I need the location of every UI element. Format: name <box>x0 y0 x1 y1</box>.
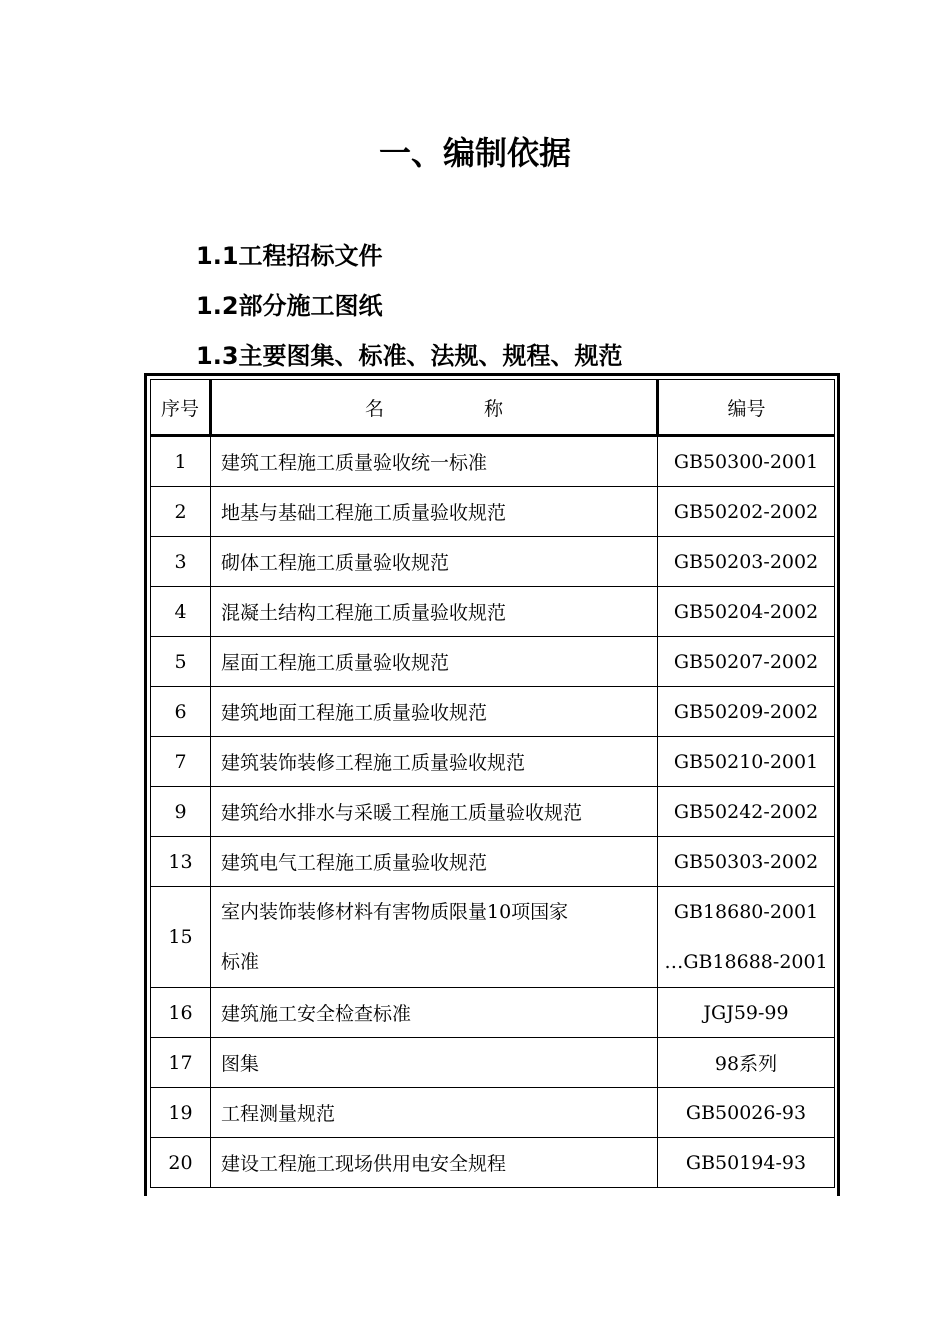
row-no: 4 <box>151 587 211 637</box>
row-no: 20 <box>151 1138 211 1188</box>
row-no: 17 <box>151 1038 211 1088</box>
row-code-line1: GB18680-2001 <box>673 901 819 923</box>
row-code: GB50210-2001 <box>658 737 835 787</box>
row-name: 工程测量规范 <box>211 1088 658 1138</box>
row-name: 图集 <box>211 1038 658 1088</box>
row-code: GB50300-2001 <box>658 436 835 487</box>
row-no: 19 <box>151 1088 211 1138</box>
row-code <box>658 887 835 988</box>
header-code: 编号 <box>658 380 835 436</box>
row-code: GB50303-2002 <box>658 837 835 887</box>
row-no: 16 <box>151 988 211 1038</box>
table-row <box>151 1138 835 1188</box>
row-name: 建筑给水排水与采暖工程施工质量验收规范 <box>211 787 658 837</box>
standards-table-frame <box>144 373 840 1196</box>
section-heading-1-1: 1.1工程招标文件 <box>196 242 383 270</box>
row-name: 建筑电气工程施工质量验收规范 <box>211 837 658 887</box>
row-name: 建筑施工安全检查标准 <box>211 988 658 1038</box>
row-code: GB50242-2002 <box>658 787 835 837</box>
row-name-line1: 室内装饰装修材料有害物质限量10项国家 <box>221 901 569 923</box>
table-row <box>151 687 835 737</box>
header-no: 序号 <box>151 380 211 436</box>
row-no: 9 <box>151 787 211 837</box>
row-code-line2: …GB18688-2001 <box>664 951 828 973</box>
row-no: 3 <box>151 537 211 587</box>
table-row <box>151 887 835 988</box>
row-code: GB50207-2002 <box>658 637 835 687</box>
row-name <box>211 887 658 988</box>
row-code: GB50194-93 <box>658 1138 835 1188</box>
row-name: 建设工程施工现场供用电安全规程 <box>211 1138 658 1188</box>
row-no: 7 <box>151 737 211 787</box>
table-row <box>151 837 835 887</box>
section-heading-1-2: 1.2部分施工图纸 <box>196 292 383 320</box>
header-name-a: 名 <box>364 397 384 420</box>
row-name: 地基与基础工程施工质量验收规范 <box>211 487 658 537</box>
table-row <box>151 988 835 1038</box>
row-name: 建筑地面工程施工质量验收规范 <box>211 687 658 737</box>
table-header-row <box>151 380 835 436</box>
section-heading-1-3: 1.3主要图集、标准、法规、规程、规范 <box>196 342 623 370</box>
row-code: GB50203-2002 <box>658 537 835 587</box>
row-name: 屋面工程施工质量验收规范 <box>211 637 658 687</box>
row-code: 98系列 <box>658 1038 835 1088</box>
table-row <box>151 487 835 537</box>
table-row <box>151 787 835 837</box>
row-code: GB50026-93 <box>658 1088 835 1138</box>
row-name: 砌体工程施工质量验收规范 <box>211 537 658 587</box>
table-row <box>151 637 835 687</box>
table-row <box>151 737 835 787</box>
row-no: 13 <box>151 837 211 887</box>
row-name-line2: 标准 <box>221 951 260 973</box>
table-row <box>151 1088 835 1138</box>
row-no: 1 <box>151 436 211 487</box>
table-row <box>151 587 835 637</box>
row-code: GB50204-2002 <box>658 587 835 637</box>
row-code: JGJ59-99 <box>658 988 835 1038</box>
page-title: 一、编制依据 <box>378 134 571 172</box>
row-no: 15 <box>151 887 211 988</box>
row-name: 混凝土结构工程施工质量验收规范 <box>211 587 658 637</box>
header-name <box>211 380 658 436</box>
row-no: 6 <box>151 687 211 737</box>
row-code: GB50209-2002 <box>658 687 835 737</box>
header-name-b: 称 <box>484 397 504 420</box>
row-no: 2 <box>151 487 211 537</box>
table-row <box>151 1038 835 1088</box>
table-row <box>151 537 835 587</box>
table-row <box>151 436 835 487</box>
row-name: 建筑工程施工质量验收统一标准 <box>211 436 658 487</box>
standards-table <box>150 379 835 1188</box>
row-no: 5 <box>151 637 211 687</box>
row-code: GB50202-2002 <box>658 487 835 537</box>
row-name: 建筑装饰装修工程施工质量验收规范 <box>211 737 658 787</box>
